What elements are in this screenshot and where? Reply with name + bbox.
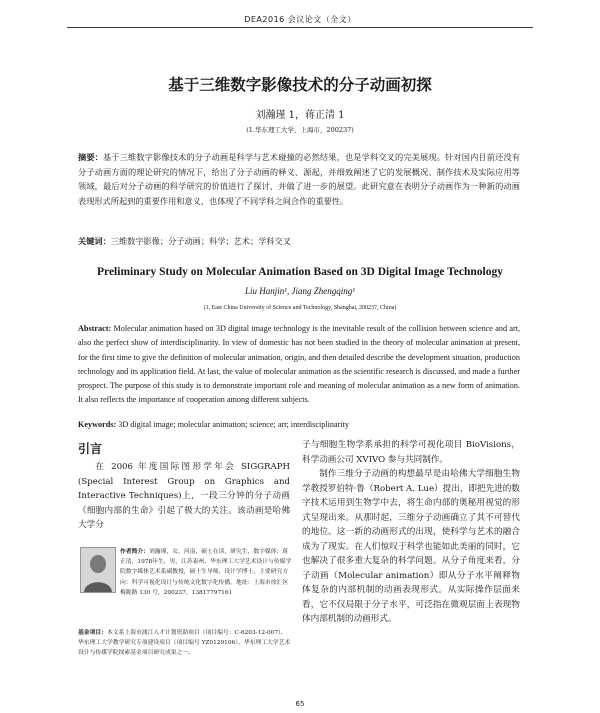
keywords-en-text: 3D digital image; molecular animation; science; art; interdisciplinarity [118, 420, 350, 429]
author-bio [120, 547, 292, 598]
intro-right-paragraph-1: 子与细胞生物学系承担的科学可视化项目 BioVisions，科学动画公司 XVIVO 参与共同制作。 [302, 440, 520, 465]
page-number: 65 [295, 700, 305, 708]
author-photo-icon [81, 548, 115, 592]
abstract-en-label: Abstract: [78, 324, 112, 333]
abstract-cn [78, 150, 520, 208]
abstract-cn-text: 基于三维数字影像技术的分子动画是科学与艺术碰撞的必然结果，也是学科交叉的完美展现。针对国内目前还没有分子动画方面的理论研究的情况下，给出了分子动画的释义、源起，并细致阐述了它的发展概况、制作技术及实际应用等领域，最后对分子动画的科学研究的价值进行了探讨，并做了进一步的展望。此研究意在表明分子动画作为一种新的动画表现形式所起到的重要作用和意义，也体现了不同学科之间合作的重要性。 [78, 152, 520, 206]
keywords-cn [78, 234, 520, 249]
keywords-cn-label: 关键词： [78, 236, 111, 246]
running-header: DEA2016 会议论文（全文） [244, 15, 356, 24]
header-rule [67, 27, 533, 28]
paper-title-cn: 基于三维数字影像技术的分子动画初探 [168, 76, 432, 94]
authors-en: Liu Hanjin¹, Jiang Zhengqing¹ [245, 286, 355, 296]
authors-cn: 刘瀚瑾 1，蒋正清 1 [255, 110, 345, 121]
bio-text: 刘瀚瑾，女，河南，硕士在读，研究生，数字媒体；蒋正清，1978年生，男，江苏泰州，华东理工大学艺术设计与传媒学院数字媒体艺术系副教授，硕士生导师，设计学博士，主要研究方向：科学可视化设计与传统文化数字化传播，地址：上海市徐汇区梅陇路 130 号，200237，13817797161 [120, 549, 292, 596]
bio-title: 作者简介： [120, 549, 149, 555]
affiliation-en: (1. East China University of Science and Technology, Shanghai, 200237, China) [203, 305, 397, 311]
keywords-cn-text: 三维数字影像；分子动画；科学；艺术；学科交叉 [110, 236, 291, 246]
affiliation-cn: (1.华东理工大学，上海市，200237) [246, 126, 354, 134]
intro-left-paragraph: 在 2006 年度国际图形学年会 SIGGRAPH (Special Interest Group on Graphics and Interactive Techniques)上，一段三分钟的分子动画《细胞内部的生命》引起了极大的关注。该动画是哈佛大学分 [78, 462, 290, 530]
abstract-en-text: Molecular animation based on 3D digital image technology is the inevitable result of the collision between science and art, also the perfect show of interdisciplinarity. In view of domestic has not been studied in the theory of molecular animation at present, for the first time to give the definition of molecular animation, origin, and then detailed describe the development situation, production technology and its application field. At last, the value of molecular animation as the scientific research is discussed, and made a further prospect. The purpose of this study is to demonstrate important role and meaning of molecular animation as a new form of animation. It also reflects the importance of cooperation among different subjects. [78, 324, 521, 405]
abstract-en [78, 322, 520, 408]
funding-text: 本文系上海市浦江人才计划资助项目（项目编号：C-6203-12-007），华东理工大学教学研究专项建设项目（项目编号 YZ0129106），华东理工大学艺术设计与传媒学院探索基金项目研究成果之一。 [78, 630, 291, 657]
funding-note [78, 628, 292, 659]
funding-title: 基金项目： [78, 630, 107, 636]
keywords-en-label: Keywords: [78, 420, 117, 429]
abstract-cn-label: 摘要： [78, 152, 104, 162]
intro-right-column [302, 438, 520, 627]
intro-heading: 引言 [78, 442, 103, 456]
intro-right-paragraph-2: 制作三维分子动画的构想最早是由哈佛大学细胞生物学教授罗伯特·鲁（Robert A. Lue）提出，即把先进的数字技术运用到生物学中去，将生命内部的奥秘用视觉的形式呈现出来。从那时起，三维分子动画确立了其不可替代的地位。这一新的动画形式的出现，使科学与艺术的融合成为了现实。在人们惊叹于科学也能如此美丽的同时，它也解决了很多重大复杂的科学问题。从分子角度来看，分子动画（Molecular animation）即从分子水平阐释物体复杂的内部机制的动画表现形式。从实际操作层面来看，它不仅局限于分子水平，可泛指在微观层面上表现物体内部机制的动画形式。 [302, 469, 520, 624]
author-photo [80, 547, 116, 593]
intro-left-column [78, 460, 290, 533]
keywords-en [78, 418, 520, 432]
paper-title-en: Preliminary Study on Molecular Animation Based on 3D Digital Image Technology [97, 266, 503, 278]
